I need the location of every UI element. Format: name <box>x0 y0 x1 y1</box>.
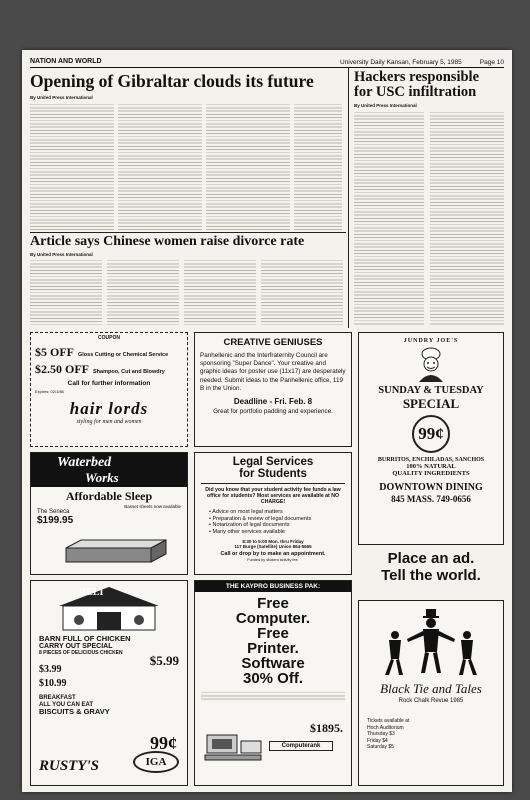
jundry-natural: 100% NATURAL <box>406 463 456 470</box>
creative-deadline: Deadline - Fri. Feb. 8 <box>233 396 313 406</box>
divorce-column-4 <box>261 258 343 326</box>
newspaper-page <box>22 50 512 792</box>
discount-2-price: $2.50 OFF <box>35 361 89 376</box>
legal-title-2: for Students <box>239 467 307 480</box>
discount-2-text: Shampoo, Cut and Blowdry <box>93 368 165 375</box>
section-label: NATION AND WORLD <box>30 58 102 65</box>
legal-bullet: • Preparation & review of legal documents <box>209 515 312 522</box>
dancers-icon <box>371 607 491 677</box>
black-tie-sub: Rock Chalk Revue 1985 <box>398 698 464 704</box>
gibraltar-headline: Opening of Gibraltar clouds its future <box>30 71 314 91</box>
page-header <box>30 58 504 68</box>
divorce-byline: By United Press International <box>30 252 93 257</box>
breakfast-3: BISCUITS & GRAVY <box>39 707 110 717</box>
divorce-column-1 <box>30 258 102 326</box>
computerank-logo: Computerank <box>269 741 333 751</box>
legal-bullet-text: Notarization of legal documents <box>212 522 290 529</box>
gibraltar-column-3 <box>206 102 290 230</box>
jundry-special: SPECIAL <box>402 396 460 411</box>
jundry-joes-ad[interactable] <box>358 332 504 545</box>
deli-headline-1: BARN FULL OF CHICKEN <box>39 634 131 643</box>
legal-call: Call or drop by to make an appointment. <box>220 551 326 558</box>
legal-services-ad[interactable] <box>194 452 352 575</box>
legal-bullets <box>209 509 351 537</box>
waterbed-subtitle: Basset sheets now available <box>124 504 181 509</box>
kaypro-free-1: Free <box>257 595 289 612</box>
legal-bullet: • Notarization of legal documents <box>209 522 290 529</box>
chef-icon <box>411 346 451 384</box>
breakfast-1: BREAKFAST <box>39 695 76 701</box>
legal-funded: Funded by student activity fee. <box>247 558 299 563</box>
kaypro-software-1: Software <box>241 655 305 672</box>
column-rule <box>348 68 349 328</box>
deli-logo: DELI <box>79 587 104 598</box>
black-tie-tales-ad[interactable] <box>358 600 504 786</box>
hackers-column-2 <box>430 110 504 325</box>
kaypro-free-2: Free <box>257 625 289 642</box>
kaypro-software-2: 30% Off. <box>242 670 303 687</box>
waterbed-icon <box>61 536 171 568</box>
ticket-date: Friday $4 <box>367 737 388 744</box>
deli-price-2: $3.99 <box>39 664 62 675</box>
gibraltar-column-1 <box>30 102 114 230</box>
legal-location: 117 Burge (Satellite) Union 864-5665 <box>234 544 312 550</box>
creative-footer: Great for portfolio padding and experience. <box>213 407 333 415</box>
coupon-label: COUPON <box>98 335 120 341</box>
deli-headline-2: CARRY OUT SPECIAL <box>39 643 113 650</box>
hair-lords-logo: hair lords <box>69 398 149 418</box>
kaypro-price: $1895. <box>310 721 343 735</box>
computer-icon <box>203 731 263 761</box>
waterbed-banner <box>31 453 187 487</box>
legal-bullet-text: Preparation & review of legal documents <box>212 515 312 522</box>
page-number: Page 10 <box>479 59 504 66</box>
place-ad-line2: Tell the world. <box>381 567 481 585</box>
ticket-date: Thursday $3 <box>367 731 395 737</box>
deli-price-1: $5.99 <box>149 653 179 668</box>
legal-bullet: • Many other services available <box>209 529 285 536</box>
ticket-date: Saturday $5 <box>367 744 394 750</box>
jundry-quality: QUALITY INGREDIENTS <box>392 470 470 477</box>
kaypro-title: THE KAYPRO BUSINESS PAK: <box>195 581 351 592</box>
expires: Expires: 02/1/86 <box>35 389 64 395</box>
hackers-headline-line1: Hackers responsible <box>354 69 479 85</box>
legal-bullet: • Advice on most legal matters <box>209 508 283 515</box>
paper-name: University Daily Kansan, February 5, 1985 <box>340 59 462 66</box>
legal-hours: 8:30 to 5:00 Mon. thru Friday <box>242 539 304 545</box>
kaypro-printer: Printer. <box>247 640 299 657</box>
kaypro-computer: Computer. <box>235 610 311 627</box>
jundry-items: BURRITOS, ENCHILADAS, SANCHOS <box>377 457 485 463</box>
legal-title-1: Legal Services <box>232 456 314 468</box>
gibraltar-column-4 <box>294 102 342 230</box>
waterbed-price: $199.95 <box>37 515 74 526</box>
hair-lords-tagline: styling for men and women <box>76 418 142 425</box>
hackers-column-1 <box>354 110 424 325</box>
deli-headline-3: 8 PIECES OF DELICIOUS CHICKEN <box>39 650 123 656</box>
tickets-venue: Hoch Auditorium <box>367 724 404 731</box>
deli-price-3: $10.99 <box>39 678 67 689</box>
rustys-logo: RUSTY'S <box>39 758 100 774</box>
black-tie-logo: Black Tie and Tales <box>380 681 482 696</box>
place-ad-promo[interactable] <box>358 550 504 596</box>
waterbed-title: Affordable Sleep <box>65 489 153 503</box>
jundry-title: SUNDAY & TUESDAY <box>378 385 484 396</box>
creative-title: CREATIVE GENIUSES <box>223 337 323 348</box>
creative-geniuses-ad[interactable] <box>194 332 352 447</box>
iga-logo: IGA <box>133 751 179 773</box>
discount-1-text: Gloss Cutting or Chemical Service <box>78 352 169 358</box>
creative-body: Panhellenic and the Interfraternity Council are sponsoring "Super Dance". Your creative and graphic ideas for poster use (11x17) are desperately needed. Submit ideas to the Panhellenic office, 119 B in the Union. <box>200 352 346 392</box>
discount-1-price: $5 OFF <box>35 345 74 359</box>
rustys-deli-ad[interactable] <box>30 580 188 786</box>
legal-divider <box>201 483 345 484</box>
legal-bullet-text: Many other services available <box>212 529 285 536</box>
hackers-byline: By United Press International <box>354 103 417 108</box>
place-ad-line1: Place an ad. <box>387 550 475 567</box>
jundry-address: 845 MASS. 749-0656 <box>391 494 471 504</box>
tickets-label: Tickets available at <box>367 718 410 724</box>
gibraltar-column-2 <box>118 102 202 230</box>
kaypro-fine-print <box>201 690 345 702</box>
breakfast-2: ALL YOU CAN EAT <box>39 701 94 708</box>
legal-bullet-text: Advice on most legal matters <box>212 508 283 515</box>
divorce-column-3 <box>184 258 256 326</box>
hackers-headline-line2: for USC infiltration <box>354 84 477 100</box>
legal-intro: Did you know that your student activity fee funds a law office for students? Most services are available at NO CHARGE! <box>205 487 341 506</box>
waterbed-logo-2: Works <box>85 470 119 485</box>
waterbed-works-ad[interactable] <box>30 452 188 575</box>
jundry-price: 99¢ <box>412 415 450 453</box>
jundry-location: DOWNTOWN DINING <box>379 482 483 493</box>
jundry-name: JUNDRY JOE'S <box>403 338 459 344</box>
divorce-column-2 <box>107 258 179 326</box>
breakfast-price: 99¢ <box>150 733 177 753</box>
kaypro-business-pak-ad[interactable] <box>194 580 352 786</box>
barn-icon <box>49 584 169 632</box>
waterbed-logo-1: Waterbed <box>57 455 112 470</box>
waterbed-model: The Seneca <box>37 509 70 515</box>
gibraltar-byline: By United Press International <box>30 95 93 100</box>
hair-lords-coupon-ad[interactable] <box>30 332 188 447</box>
article-rule <box>30 232 346 233</box>
call-info: Call for further information <box>67 379 151 387</box>
divorce-headline: Article says Chinese women raise divorce rate <box>30 234 305 249</box>
